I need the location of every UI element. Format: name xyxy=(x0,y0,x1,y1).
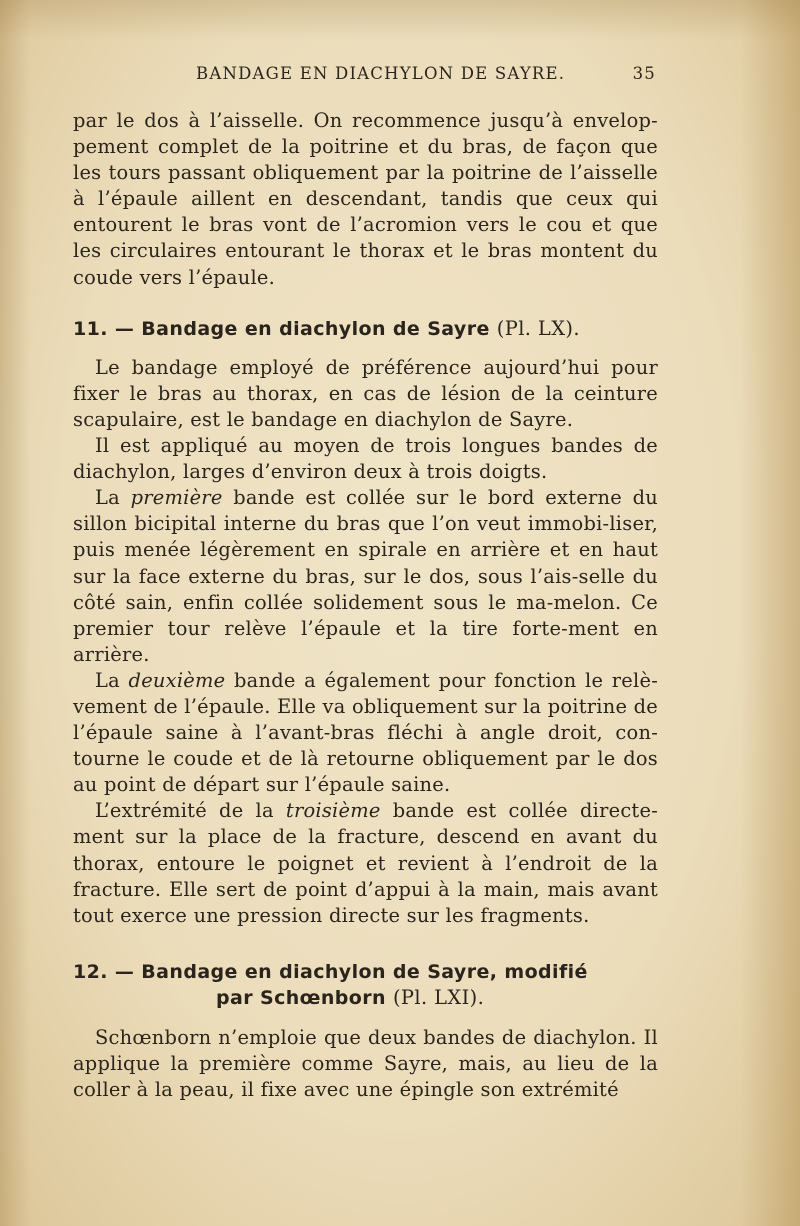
paragraph-troisieme xyxy=(73,798,658,928)
paragraph-text: bande est collée directe-ment sur la place de la fracture, descend en avant du thorax, entoure le poignet et revient à l’endroit de la fracture. Elle sert de point d’appui à la main, mais avant tout exerce une pression directe sur les fragments. xyxy=(73,799,658,927)
section-title: Bandage en diachylon de Sayre xyxy=(141,317,490,340)
page-number: 35 xyxy=(632,64,656,83)
paper-right-shadow xyxy=(740,0,800,1226)
emphasis-word: troisième xyxy=(285,799,381,823)
plate-reference: (Pl. LX). xyxy=(496,316,580,340)
section-number: 11. — xyxy=(73,317,135,340)
paragraph-lead: La xyxy=(95,486,120,510)
paragraph-premiere xyxy=(73,485,658,668)
section-heading-11 xyxy=(73,316,658,342)
paragraph-continuation: par le dos à l’aisselle. On recommence jusqu’à envelop-pement complet de la poitrine et du bras, de façon que les tours passant obliquement par la poitrine de l’aisselle à l’épaule aillent en descendant, tandis que ceux qui entourent le bras vont de l’acromion vers le cou et que les circulaires entourant le thorax et le bras montent du coude vers l’épaule. xyxy=(73,109,658,289)
paragraph-text: bande est collée sur le bord externe du sillon bicipital interne du bras que l’on veut immobi-liser, puis menée légèrement en spirale en arrière et en haut sur la face externe du bras, sur le dos, sous l’ais-selle du côté sain, enfin collée solidement sous le ma-melon. Ce premier tour relève l’épaule et la tire forte-ment en arrière. xyxy=(73,486,659,666)
paragraph-text: bande a également pour fonction le relè-vement de l’épaule. Elle va obliquement sur la poitrine de l’épaule saine à l’avant-bras fléchi à angle droit, con-tourne le coude et de là retourne obliquement par le dos au point de départ sur l’épaule saine. xyxy=(73,668,659,797)
section-heading-12 xyxy=(73,959,658,1011)
section-title-line2: par Schœnborn xyxy=(216,986,386,1009)
paragraph: Le bandage employé de préférence aujourd’hui pour fixer le bras au thorax, en cas de lésion de la ceinture scapulaire, est le bandage en diachylon de Sayre. xyxy=(73,355,658,431)
section-number: 12. — xyxy=(73,960,135,983)
paragraph: Schœnborn n’emploie que deux bandes de diachylon. Il applique la première comme Sayre, mais, au lieu de la coller à la peau, il fixe avec une épingle son extrémité xyxy=(73,1026,658,1102)
section-title-line1: Bandage en diachylon de Sayre, modifié xyxy=(141,960,588,983)
paper-top-shadow xyxy=(0,0,800,40)
plate-reference: (Pl. LXI). xyxy=(392,985,485,1009)
emphasis-word: deuxième xyxy=(128,668,226,692)
paragraph-deuxieme xyxy=(73,668,658,798)
running-header xyxy=(72,64,658,90)
emphasis-word: première xyxy=(130,486,223,510)
paragraph-lead: L’extrémité de la xyxy=(95,799,274,823)
section-title-line2-wrap xyxy=(73,985,658,1011)
running-title: BANDAGE EN DIACHYLON DE SAYRE. xyxy=(196,64,566,83)
paper-left-shadow xyxy=(0,0,30,1226)
paragraph: Il est appliqué au moyen de trois longues bandes de diachylon, larges d’environ deux à trois doigts. xyxy=(73,434,658,484)
paragraph-lead: La xyxy=(95,668,120,692)
page-body xyxy=(73,108,658,1103)
